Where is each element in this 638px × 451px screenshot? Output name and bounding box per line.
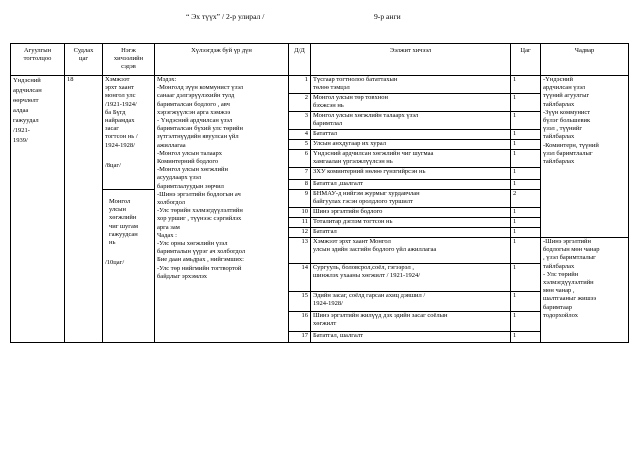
grade-label: 9-р анги (374, 12, 401, 21)
lesson-title: Үндэсний ардчилсан хөгжлийн чиг шугмаа хамгаалан үргэлжлүүлсэн нь (311, 150, 511, 168)
lesson-hour: 1 (511, 264, 541, 292)
page-header (0, 12, 638, 24)
lesson-number: 5 (289, 140, 311, 150)
lesson-title: Түсгаар тогтнолоо бататтахын төлөө тэмцэл (311, 76, 511, 94)
table-row (11, 190, 629, 208)
lesson-number: 12 (289, 228, 311, 238)
lesson-number: 14 (289, 264, 311, 292)
lesson-hour: 1 (511, 218, 541, 228)
lesson-hour: 1 (511, 130, 541, 140)
table-header-row (11, 44, 629, 76)
lesson-title: Бататгал (311, 228, 511, 238)
lesson-hour: 1 (511, 168, 541, 180)
table-row (11, 76, 629, 94)
lesson-number: 8 (289, 180, 311, 190)
lesson-number: 17 (289, 332, 311, 343)
column-header-unit-topic: Нэгж хичээлийн сэдэв (103, 44, 155, 76)
content-system-text: Үндэсний ардчилсан өөрчлөлт алдаа гажуудал /1921- 1939/ (13, 77, 42, 144)
unit-title-1: Хэмжээт эрхт хаант монгол улс /1921-1924/ ба Бүгд найрамдах засаг тогтсон нь / 1924-1928/ (105, 76, 138, 149)
lesson-number: 4 (289, 130, 311, 140)
lesson-hour: 2 (511, 190, 541, 208)
lesson-number: 16 (289, 312, 311, 332)
lesson-hour: 1 (511, 228, 541, 238)
skill-text-2: -Шинэ эргэлтийн бодлогын мөн чанар , үзэл баримтлалыг тайлбарлах - Улс төрийн хэлмэгдүүлэлтийн мөн чанар , шалтгааныг жишээ баримтаар тодорхойлох (543, 238, 600, 319)
skill-cell-2 (541, 238, 629, 343)
column-header-hour: Цаг (511, 44, 541, 76)
skill-text-1: -Үндэсний ардчилсан үзэл түүний агуулгыг тайлбарлах -Зүүн коммунист бүлэг большевик үзэл , түүнийг тайлбарлах -Коминтерн, түүний үзэл баримтлалыг тайлбарлах (543, 76, 599, 166)
column-header-skill: Чадвар (541, 44, 629, 76)
unit-hours-1: /8цаг/ (105, 161, 121, 169)
expected-outcome-text: Мэдэх: -Монголд зүүн коммунист үзэл санааг дэлгэрүүлэхийн тулд баримталсан бодлого , авч хэрэгжүүлсэн арга хэмжээ - Үндэсний ардчилсан үзэл баримталсан бүхий улс төрийн зүтгэлтнүүдийн явуулсан үйл ажиллагаа -Монгол улсын талаарх Коминтерний бодлого -Монгол улсын хөгжлийн асуудлаарх үзэл баримтлалуудын зөрчил -Шинэ эргэлтийн бодлогын ач холбогдол -Улс төрийн хэлмэгдүүлэлтийн хор уршиг , түүнээс сэргийлэх арга зам Чадах : -Улс орны хөгжлийн үзэл баримталын үүрэг ач холбогдол Бие даан амьдрах , нийгэмших: -Улс төр нийгмийн тогтвортой байдлыг эрхэмлэх (157, 76, 246, 280)
lesson-title: Шинэ эргэлтийн бодлого (311, 208, 511, 218)
lesson-title: ЗХУ коминтерний нөлөө гүнзгийрсэн нь (311, 168, 511, 180)
lesson-hour: 1 (511, 238, 541, 264)
lesson-title: Улсын анхдугаар их хурал (311, 140, 511, 150)
lesson-title: Монгол улсын төр товхнон бэхжсэн нь (311, 94, 511, 112)
lesson-title: БНМАУ-д нийгэм журмыг хурдавчлан байгуулах гэсэн оролдлого туршилт (311, 190, 511, 208)
lesson-number: 9 (289, 190, 311, 208)
lesson-number: 15 (289, 292, 311, 312)
column-header-expected-outcome: Хүлээгдэж буй үр дүн (155, 44, 289, 76)
lesson-title: Бататгал, шалгалт (311, 332, 511, 343)
plan-title: “ Эх түүх” / 2-р улирал / (186, 12, 265, 21)
lesson-hour: 1 (511, 94, 541, 112)
lesson-plan-table (10, 43, 629, 343)
lesson-title: Монгол улсын хөгжлийн талаарх үзэл баримтлал (311, 112, 511, 130)
lesson-hour: 1 (511, 208, 541, 218)
expected-outcome-cell (155, 76, 289, 343)
lesson-hour: 1 (511, 150, 541, 168)
unit-cell-1 (103, 76, 155, 190)
lesson-number: 11 (289, 218, 311, 228)
lesson-title: Шинэ эргэлтийн жилүүд дэх эдийн засаг соёлын хөгжилт (311, 312, 511, 332)
lesson-number: 3 (289, 112, 311, 130)
column-header-lesson: Ээлжит хичээл (311, 44, 511, 76)
lesson-number: 1 (289, 76, 311, 94)
study-hours-cell (65, 76, 103, 343)
lesson-number: 10 (289, 208, 311, 218)
unit-cell-2 (103, 190, 155, 343)
lesson-title: Эдийн засаг, соёлд гарсан ахиц дэвшил / 1924-1928/ (311, 292, 511, 312)
lesson-title: Тоталитар дэглэм тогтсон нь (311, 218, 511, 228)
unit-hours-2: /10цаг/ (105, 259, 125, 267)
lesson-hour: 1 (511, 332, 541, 343)
lesson-hour: 1 (511, 140, 541, 150)
content-system-cell (11, 76, 65, 343)
column-header-number: Д/Д (289, 44, 311, 76)
lesson-hour: 1 (511, 112, 541, 130)
lesson-title: Бататгал ,шалгалт (311, 180, 511, 190)
lesson-number: 7 (289, 168, 311, 180)
column-header-content-system: Агуулгын тогтолцоо (11, 44, 65, 76)
lesson-title: Сургууль, боловсрол,соёл, гэгээрэл , шинжлэх ухааны хөгжилт / 1921-1924/ (311, 264, 511, 292)
lesson-hour: 1 (511, 312, 541, 332)
lesson-number: 13 (289, 238, 311, 264)
lesson-hour: 1 (511, 76, 541, 94)
lesson-hour: 1 (511, 292, 541, 312)
lesson-number: 2 (289, 94, 311, 112)
lesson-title: Хэмжээт эрхт хаант Монгол улсын эдийн засгийн бодлого үйл ажиллагаа (311, 238, 511, 264)
skill-cell-1 (541, 76, 629, 238)
lesson-title: Бататтал (311, 130, 511, 140)
column-header-study-hours: Судлах цаг (65, 44, 103, 76)
study-hours-value: 18 (67, 76, 74, 83)
unit-title-2: Монгол улсын хөгжлийн чиг шугам гажуудсан нь (109, 198, 138, 247)
lesson-number: 6 (289, 150, 311, 168)
lesson-hour: 1 (511, 180, 541, 190)
